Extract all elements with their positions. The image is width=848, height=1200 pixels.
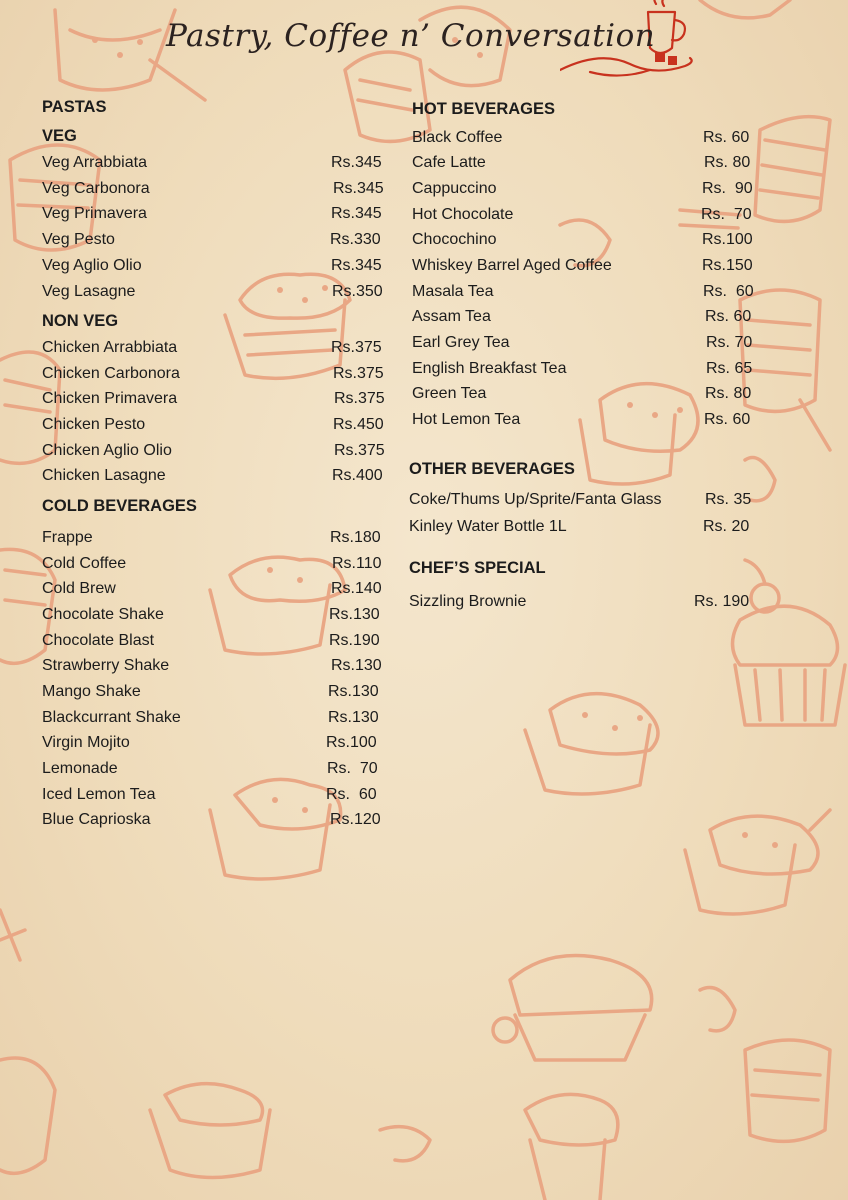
- menu-item-price: Rs.375: [333, 365, 384, 382]
- menu-item-price: Rs.100: [702, 231, 753, 248]
- menu-item-name: Virgin Mojito: [42, 734, 130, 751]
- section-heading-cold-beverages: COLD BEVERAGES: [42, 497, 197, 515]
- cupcake-doodle-icon: [210, 694, 658, 879]
- menu-item-price: Rs.140: [331, 580, 382, 597]
- menu-item-price: Rs.330: [330, 231, 381, 248]
- menu-item-price: Rs. 60: [705, 308, 752, 325]
- menu-item-price: Rs.450: [333, 416, 384, 433]
- section-heading-pastas: PASTAS: [42, 98, 107, 116]
- menu-item-name: Mango Shake: [42, 683, 141, 700]
- menu-item-price: Rs.100: [326, 734, 377, 751]
- menu-item-name: Cappuccino: [412, 180, 497, 197]
- menu-item-name: Veg Pesto: [42, 231, 115, 248]
- menu-item-name: Veg Aglio Olio: [42, 257, 142, 274]
- menu-item-price: Rs. 70: [701, 206, 752, 223]
- section-heading-other-beverages: OTHER BEVERAGES: [409, 460, 575, 478]
- section-heading-hot-beverages: HOT BEVERAGES: [412, 100, 556, 118]
- menu-item-price: Rs.130: [328, 683, 379, 700]
- menu-item-name: Cafe Latte: [412, 154, 486, 171]
- menu-item-price: Rs.180: [330, 529, 381, 546]
- menu-item-price: Rs.350: [332, 283, 383, 300]
- menu-item-price: Rs.130: [329, 606, 380, 623]
- menu-item-name: Iced Lemon Tea: [42, 786, 156, 803]
- menu-item-price: Rs. 80: [705, 385, 752, 402]
- menu-item-price: Rs.375: [334, 390, 385, 407]
- menu-item-price: Rs.400: [332, 467, 383, 484]
- menu-item-price: Rs.110: [332, 555, 382, 572]
- menu-item-name: Whiskey Barrel Aged Coffee: [412, 257, 612, 274]
- menu-item-price: Rs. 190: [694, 593, 750, 610]
- subsection-heading-non-veg: NON VEG: [42, 312, 119, 330]
- menu-item-name: Chicken Arrabbiata: [42, 339, 178, 356]
- menu-item-name: Chicken Lasagne: [42, 467, 166, 484]
- menu-item-name: Blackcurrant Shake: [42, 709, 181, 726]
- menu-item-price: Rs.130: [328, 709, 379, 726]
- menu-item-name: Assam Tea: [412, 308, 491, 325]
- menu-item-name: Chicken Primavera: [42, 390, 178, 407]
- menu-item-price: Rs. 60: [326, 786, 377, 803]
- menu-item-name: Veg Arrabbiata: [42, 154, 147, 171]
- menu-item-price: Rs.150: [702, 257, 753, 274]
- menu-item-price: Rs. 65: [706, 360, 753, 377]
- menu-item-price: Rs. 60: [703, 129, 750, 146]
- cupcake-doodle-icon: [733, 560, 846, 725]
- menu-item-name: Strawberry Shake: [42, 657, 170, 674]
- menu-item-name: Earl Grey Tea: [412, 334, 510, 351]
- menu-item-name: Coke/Thums Up/Sprite/Fanta Glass: [409, 491, 662, 508]
- menu-item-price: Rs. 60: [704, 411, 751, 428]
- menu-item-price: Rs.345: [331, 257, 382, 274]
- menu-item-name: Black Coffee: [412, 129, 503, 146]
- menu-item-name: Veg Primavera: [42, 205, 147, 222]
- menu-item-name: Chocochino: [412, 231, 497, 248]
- menu-item-name: Masala Tea: [412, 283, 494, 300]
- menu-item-name: Lemonade: [42, 760, 118, 777]
- menu-item-name: Kinley Water Bottle 1L: [409, 518, 567, 535]
- menu-item-price: Rs. 60: [703, 283, 754, 300]
- menu-item-name: Veg Lasagne: [42, 283, 136, 300]
- menu-item-name: Hot Chocolate: [412, 206, 514, 223]
- menu-item-price: Rs. 20: [703, 518, 750, 535]
- subsection-heading-veg: VEG: [42, 127, 77, 145]
- menu-item-price: Rs. 70: [327, 760, 378, 777]
- cupcake-doodle-icon: [685, 810, 830, 914]
- menu-item-price: Rs.345: [331, 205, 382, 222]
- menu-item-name: Chicken Aglio Olio: [42, 442, 172, 459]
- menu-item-name: Chicken Carbonora: [42, 365, 180, 382]
- menu-item-name: English Breakfast Tea: [412, 360, 567, 377]
- menu-item-price: Rs. 90: [702, 180, 753, 197]
- menu-item-price: Rs. 35: [705, 491, 752, 508]
- page-title: Pastry, Coffee n’ Conversation: [166, 18, 656, 54]
- menu-item-name: Veg Carbonora: [42, 180, 150, 197]
- menu-item-price: Rs.130: [331, 657, 382, 674]
- menu-item-price: Rs.190: [329, 632, 380, 649]
- menu-item-name: Hot Lemon Tea: [412, 411, 521, 428]
- section-heading-chefs-special: CHEF’S SPECIAL: [409, 559, 546, 577]
- menu-item-price: Rs.345: [333, 180, 384, 197]
- menu-item-name: Blue Caprioska: [42, 811, 151, 828]
- menu-item-price: Rs.120: [330, 811, 381, 828]
- menu-item-name: Cold Coffee: [42, 555, 127, 572]
- menu-item-price: Rs.375: [334, 442, 385, 459]
- menu-item-name: Frappe: [42, 529, 93, 546]
- menu-item-name: Green Tea: [412, 385, 487, 402]
- menu-item-price: Rs.345: [331, 154, 382, 171]
- menu-item-name: Chicken Pesto: [42, 416, 146, 433]
- menu-item-name: Chocolate Blast: [42, 632, 155, 649]
- menu-item-price: Rs. 70: [706, 334, 753, 351]
- menu-item-name: Cold Brew: [42, 580, 116, 597]
- menu-item-price: Rs.375: [331, 339, 382, 356]
- menu-item-name: Sizzling Brownie: [409, 593, 527, 610]
- menu-item-price: Rs. 80: [704, 154, 751, 171]
- menu-item-name: Chocolate Shake: [42, 606, 164, 623]
